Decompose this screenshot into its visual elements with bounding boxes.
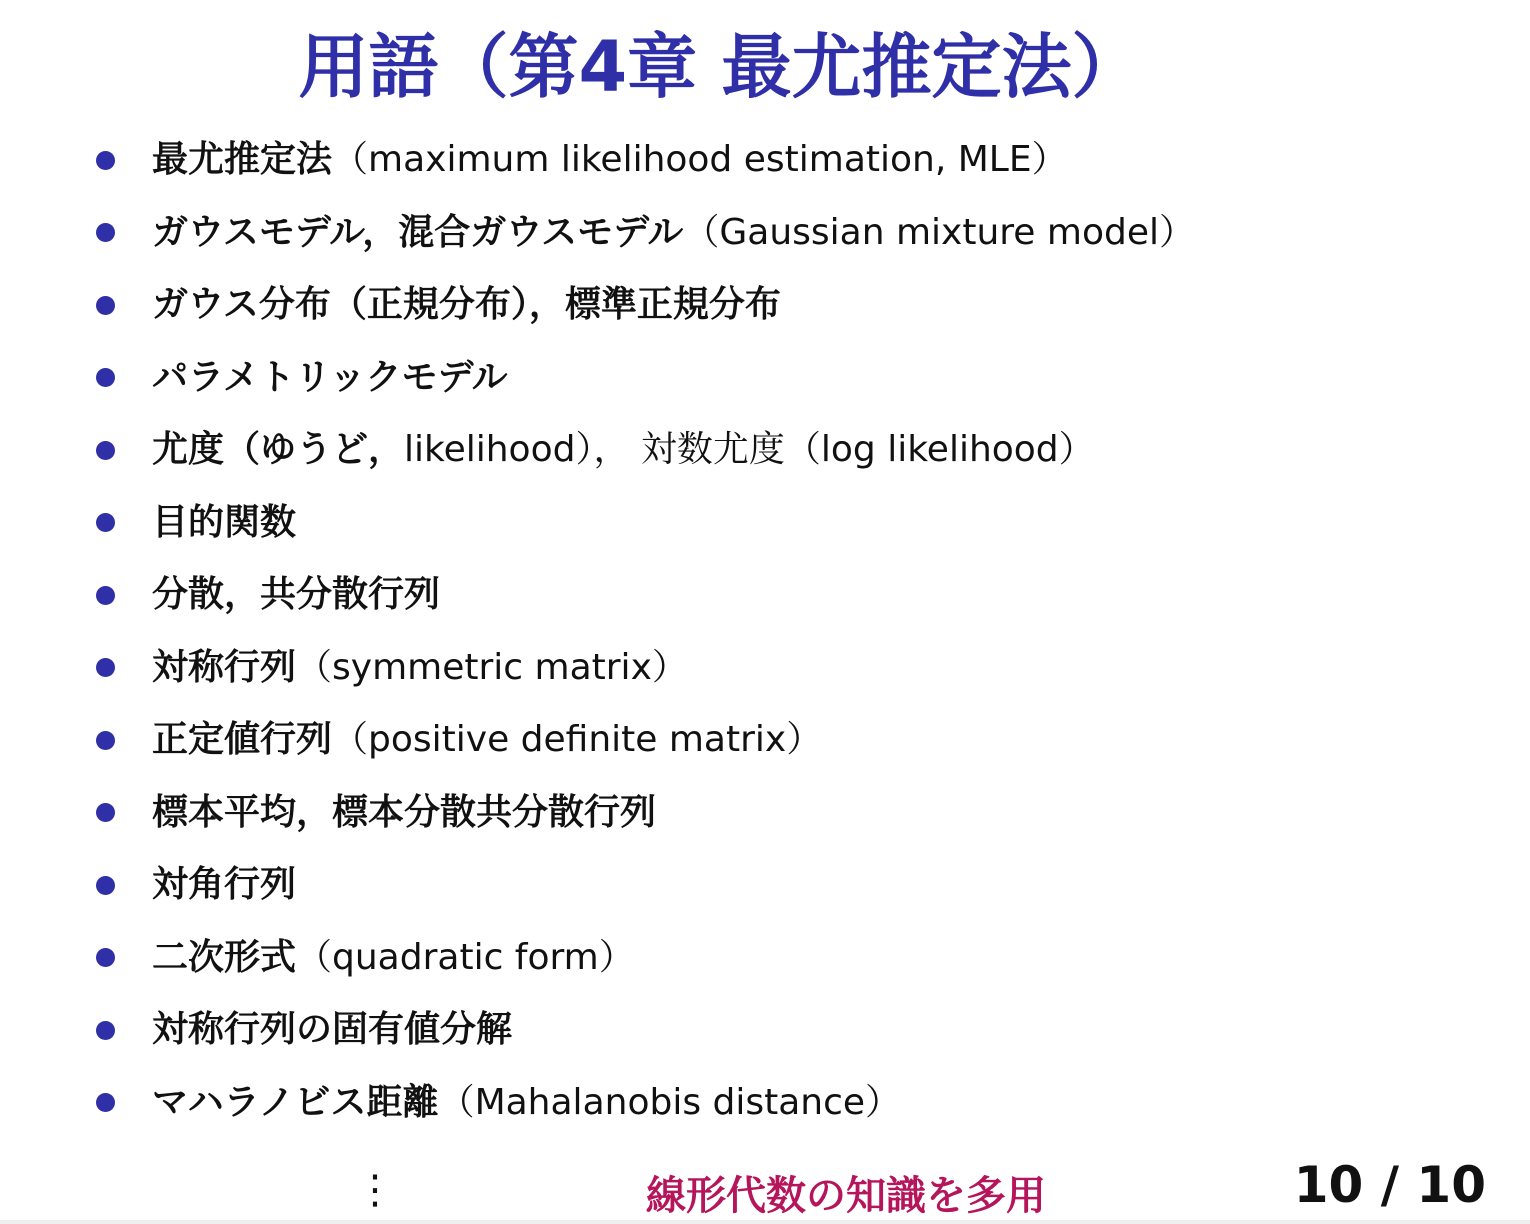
term-label: ガウスモデル，混合ガウスモデル <box>152 211 684 253</box>
term-label: マハラノビス距離 <box>152 1081 439 1123</box>
continuation-dots: ⋮ <box>355 1167 395 1213</box>
bullet-icon <box>96 731 115 750</box>
bottom-divider <box>0 1220 1530 1224</box>
slide-title: 用語（第4章 最尤推定法） <box>298 26 1142 108</box>
bullet-icon <box>96 1093 115 1112</box>
term-label: 目的関数 <box>152 501 297 543</box>
list-item <box>96 269 1195 342</box>
term-gloss: （Gaussian mixture model） <box>683 211 1195 253</box>
term-label: 対称行列 <box>152 646 297 688</box>
term-text <box>152 356 508 400</box>
bullet-icon <box>96 586 115 605</box>
list-item <box>96 994 1195 1067</box>
term-label: 標本平均，標本分散共分散行列 <box>152 791 657 833</box>
term-text <box>152 283 781 327</box>
term-label: 正定値行列 <box>152 719 333 761</box>
list-item <box>96 487 1195 560</box>
term-text <box>152 1081 901 1125</box>
list-item <box>96 197 1195 270</box>
bullet-icon <box>96 658 115 677</box>
bullet-icon <box>96 368 115 387</box>
term-label: 二次形式 <box>152 936 297 978</box>
term-text <box>152 211 1195 255</box>
term-label: 対称行列の固有値分解 <box>152 1009 513 1051</box>
term-text <box>152 1008 512 1052</box>
term-gloss: （symmetric matrix） <box>296 646 688 688</box>
bullet-icon <box>96 876 115 895</box>
list-item <box>96 704 1195 777</box>
term-label: 最尤推定法 <box>152 139 333 181</box>
term-text <box>152 791 656 835</box>
bullet-icon <box>96 296 115 315</box>
list-item <box>96 922 1195 995</box>
footer-note: 線形代数の知識を多用 <box>646 1173 1046 1219</box>
term-gloss: （positive definite matrix） <box>332 719 823 761</box>
bullet-icon <box>96 151 115 170</box>
term-gloss: （maximum likelihood estimation, MLE） <box>332 139 1068 181</box>
term-text <box>152 718 822 762</box>
term-text <box>152 646 688 690</box>
term-gloss: （Mahalanobis distance） <box>438 1081 902 1123</box>
term-gloss: （quadratic form） <box>296 936 635 978</box>
term-list <box>96 124 1195 1139</box>
list-item <box>96 342 1195 415</box>
bullet-icon <box>96 441 115 460</box>
term-label: パラメトリックモデル <box>152 356 508 398</box>
list-item <box>96 124 1195 197</box>
term-text <box>152 936 635 980</box>
term-text <box>152 428 1095 472</box>
list-item <box>96 777 1195 850</box>
term-label: 尤度（ゆうど， <box>152 429 405 471</box>
list-item <box>96 632 1195 705</box>
list-item <box>96 559 1195 632</box>
term-text <box>152 573 440 617</box>
page-number: 10 / 10 <box>1293 1156 1486 1214</box>
list-item <box>96 414 1195 487</box>
bullet-icon <box>96 948 115 967</box>
term-gloss: likelihood）， 対数尤度（log likelihood） <box>404 429 1095 471</box>
bullet-icon <box>96 1021 115 1040</box>
term-text <box>152 501 296 545</box>
term-label: ガウス分布（正規分布），標準正規分布 <box>152 284 781 326</box>
term-label: 分散，共分散行列 <box>152 574 441 616</box>
bullet-icon <box>96 513 115 532</box>
term-text <box>152 138 1068 182</box>
list-item <box>96 849 1195 922</box>
term-label: 対角行列 <box>152 864 297 906</box>
term-text <box>152 863 296 907</box>
list-item <box>96 1067 1195 1140</box>
bullet-icon <box>96 223 115 242</box>
bullet-icon <box>96 803 115 822</box>
